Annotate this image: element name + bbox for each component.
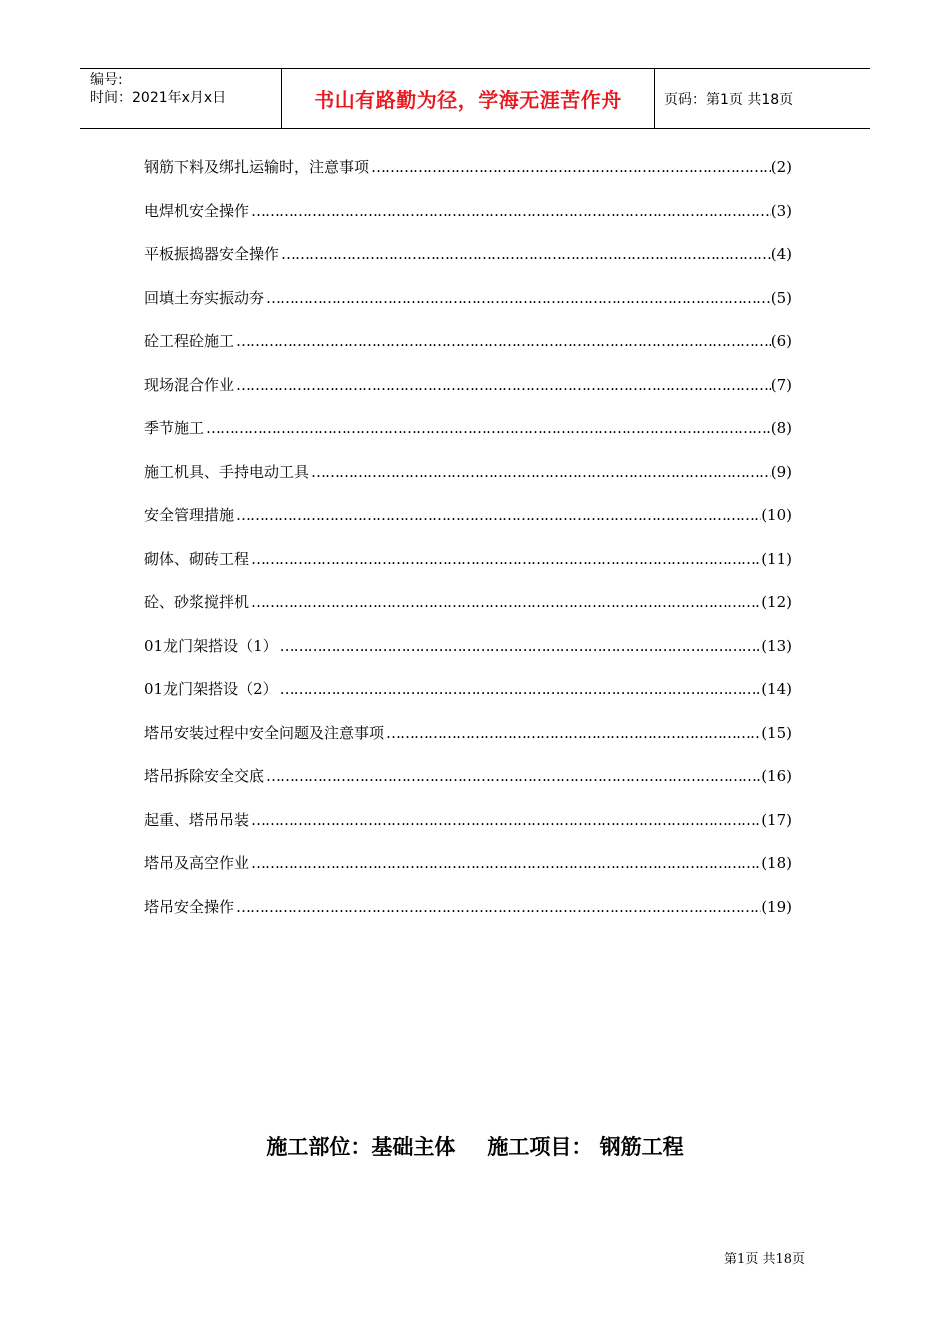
toc-item[interactable] (144, 281, 792, 325)
toc-item-page: (13) (761, 636, 792, 655)
toc-leader-dots (264, 759, 761, 793)
page-header (80, 68, 870, 129)
toc-leader-dots (249, 585, 761, 619)
toc-leader-dots (204, 411, 771, 445)
toc-item-title: 安全管理措施 (144, 506, 235, 524)
toc-item-page: (15) (761, 723, 792, 742)
toc-item-page: (16) (761, 767, 792, 785)
header-motto-cell (282, 69, 655, 128)
toc-item-page: (5) (770, 288, 792, 307)
toc-item-page: (11) (761, 549, 792, 568)
toc-leader-dots (279, 237, 771, 271)
toc-item[interactable] (144, 411, 792, 455)
toc-item-title: 砼、砂浆搅拌机 (144, 593, 250, 611)
toc-item[interactable] (144, 890, 792, 934)
motto-text: 书山有路勤为径，学海无涯苦作舟 (314, 88, 622, 112)
toc-leader-dots (249, 846, 761, 880)
toc-item-page: (3) (770, 201, 792, 220)
toc-leader-dots (234, 498, 761, 532)
toc-item-title: 季节施工 (144, 419, 205, 437)
toc-item-title: 01龙门架搭设（1） (144, 636, 278, 655)
toc-leader-dots (249, 803, 761, 837)
construction-project: 施工项目： 钢筋工程 (487, 1135, 684, 1159)
toc-item-title: 施工机具、手持电动工具 (144, 462, 310, 481)
toc-leader-dots (249, 542, 761, 576)
toc-item-title: 塔吊及高空作业 (144, 854, 250, 872)
toc-item[interactable] (144, 759, 792, 803)
header-page-cell (655, 69, 870, 128)
toc-item-page: (14) (761, 680, 792, 698)
toc-item[interactable] (144, 846, 792, 890)
toc-item-page: (10) (761, 506, 792, 524)
toc-item-page: (9) (770, 462, 792, 481)
toc-leader-dots (309, 455, 771, 489)
toc-item[interactable] (144, 150, 792, 194)
toc-item-title: 塔吊安全操作 (144, 897, 235, 916)
header-page-label: 页码：第1页 共18页 (664, 91, 794, 108)
toc-leader-dots (249, 194, 771, 228)
toc-item[interactable] (144, 585, 792, 629)
table-of-contents (144, 150, 792, 933)
section-heading (0, 1131, 950, 1161)
toc-leader-dots (384, 716, 761, 750)
toc-item[interactable] (144, 324, 792, 368)
toc-item-title: 塔吊拆除安全交底 (144, 767, 265, 785)
toc-item-title: 现场混合作业 (144, 375, 235, 394)
toc-item-page: (2) (770, 158, 792, 176)
time-label: 时间：2021年x月x日 (90, 90, 227, 106)
construction-part: 施工部位：基础主体 (266, 1135, 456, 1159)
toc-leader-dots (278, 672, 762, 706)
toc-item-title: 回填土夯实振动夯 (144, 288, 265, 307)
toc-item-page: (6) (770, 332, 792, 350)
toc-item[interactable] (144, 672, 792, 716)
toc-leader-dots (264, 281, 771, 315)
toc-item-title: 起重、塔吊吊装 (144, 810, 250, 829)
header-info-cell (80, 69, 282, 128)
toc-item-page: (17) (761, 810, 792, 829)
toc-item[interactable] (144, 194, 792, 238)
toc-item-title: 砌体、砌砖工程 (144, 549, 250, 568)
toc-leader-dots (234, 890, 761, 924)
toc-item-page: (12) (761, 593, 792, 611)
toc-item-page: (19) (761, 897, 792, 916)
toc-item[interactable] (144, 803, 792, 847)
toc-item-title: 钢筋下料及绑扎运输时，注意事项 (144, 158, 370, 176)
toc-item-page: (8) (770, 419, 792, 437)
toc-item-title: 01龙门架搭设（2） (144, 680, 278, 698)
toc-item[interactable] (144, 716, 792, 760)
toc-item[interactable] (144, 542, 792, 586)
toc-item[interactable] (144, 455, 792, 499)
toc-item-title: 电焊机安全操作 (144, 201, 250, 220)
toc-item-page: (4) (770, 245, 792, 263)
toc-item[interactable] (144, 368, 792, 412)
serial-label: 编号: (90, 72, 123, 88)
toc-leader-dots (278, 629, 762, 663)
toc-item-page: (18) (761, 854, 792, 872)
toc-item-title: 平板振捣器安全操作 (144, 245, 280, 263)
toc-leader-dots (369, 150, 771, 184)
toc-item-title: 塔吊安装过程中安全问题及注意事项 (144, 723, 385, 742)
toc-item-title: 砼工程砼施工 (144, 332, 235, 350)
toc-item[interactable] (144, 237, 792, 281)
page-footer: 第1页 共18页 (724, 1252, 805, 1267)
toc-item[interactable] (144, 629, 792, 673)
toc-item-page: (7) (770, 375, 792, 394)
toc-leader-dots (234, 368, 771, 402)
toc-item[interactable] (144, 498, 792, 542)
toc-leader-dots (234, 324, 771, 358)
